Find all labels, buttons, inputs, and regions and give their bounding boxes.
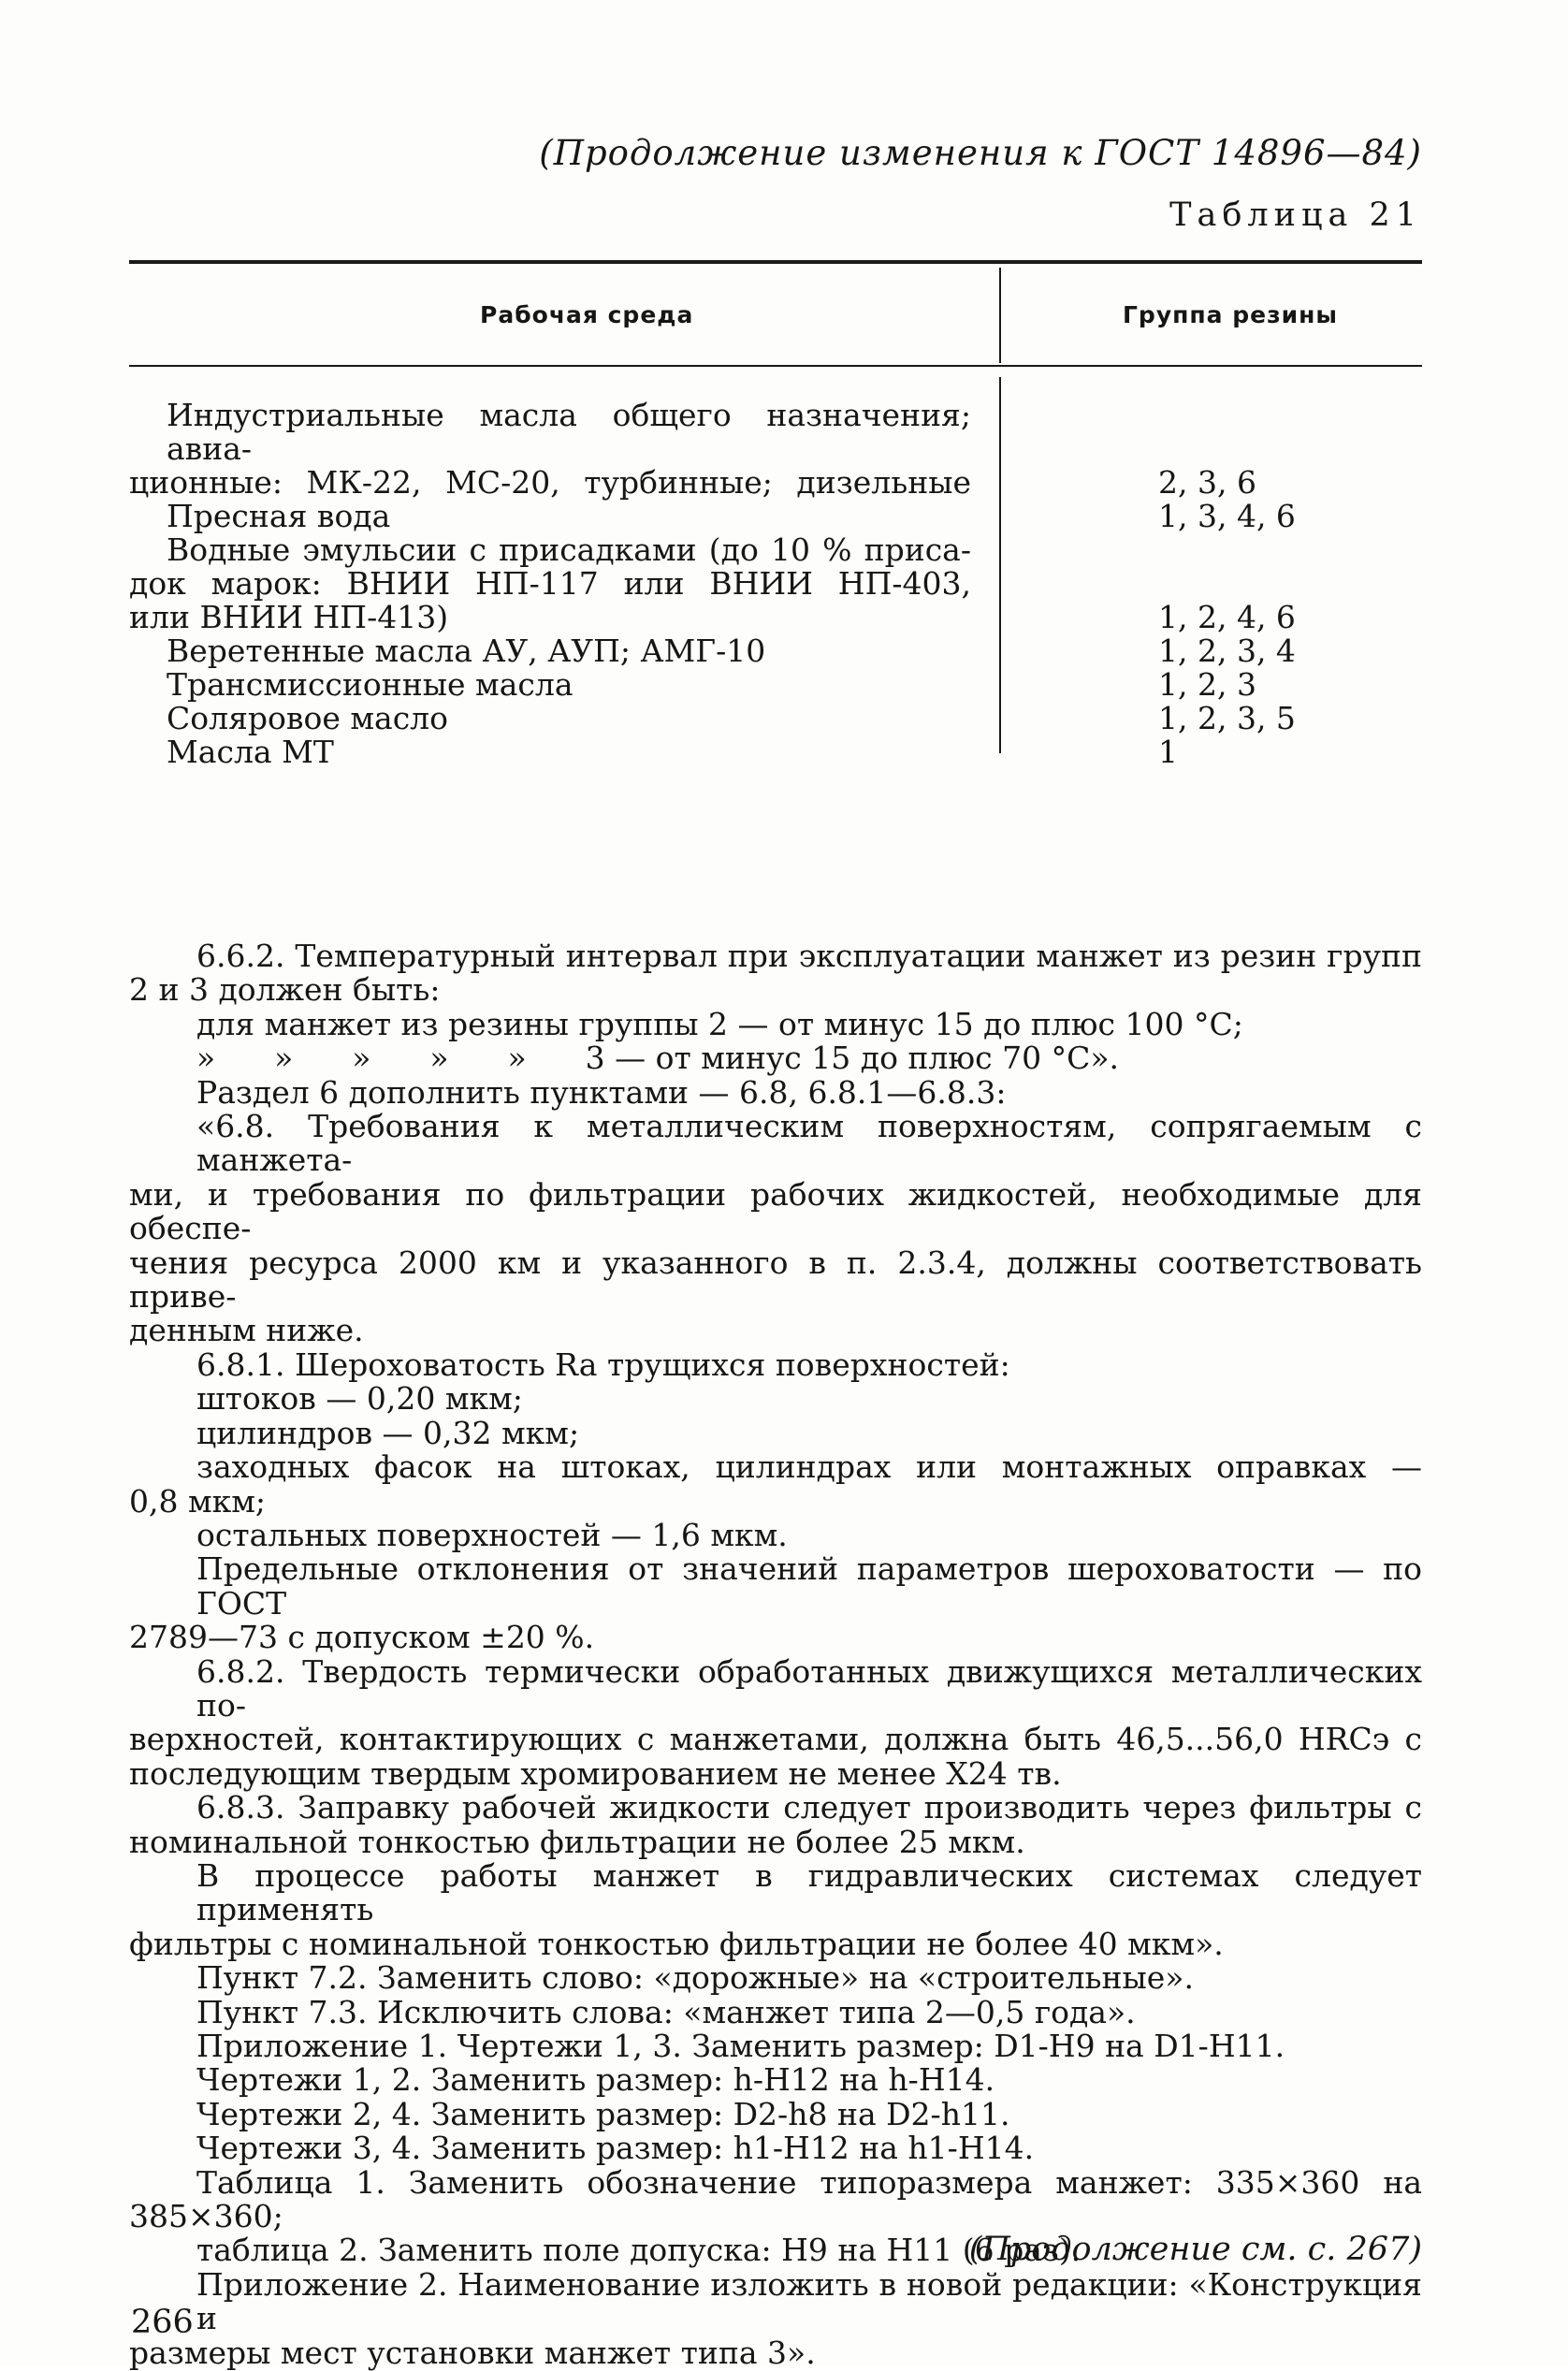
table-header-rule [129,365,1422,367]
cell-medium-line: Пресная вода [167,498,391,534]
table-row [129,634,1422,668]
text-line: Пункт 7.2. Заменить слово: «дорожные» на «строительные». [196,1959,1194,1997]
text-line: последующим твердым хромированием не менее Х24 тв. [129,1754,1062,1792]
table-row [129,399,1422,500]
cell-group: 2, 3, 6 [1158,464,1256,501]
text-line: верхностей, контактирующих с манжетами, должна быть 46,5...56,0 HRCэ с [129,1721,1422,1758]
text-line: Чертежи 2, 4. Заменить размер: D2-h8 на D2-h11. [196,2095,1010,2132]
cell-medium-line: Соляровое масло [167,700,449,736]
column-header-medium: Рабочая среда [480,301,694,328]
text-line: Чертежи 1, 2. Заменить размер: h-H12 на h-H14. [196,2061,995,2099]
text-line: фильтры с номинальной тонкостью фильтрации не более 40 мкм». [129,1925,1224,1962]
text-line: Приложение 2. Наименование изложить в новой редакции: «Конструкция и [196,2265,1422,2337]
page-number: 266 [131,2304,194,2341]
text-line: размеры мест установки манжет типа 3». [129,2334,816,2371]
text-line: Раздел 6 дополнить пунктами — 6.8, 6.8.1—6.8.3: [196,1073,1007,1111]
cell-medium-line: Трансмиссионные масла [167,666,573,703]
text-line: В процессе работы манжет в гидравлических системах следует применять [196,1856,1422,1928]
text-line: 6.8.2. Твердость термически обработанных движущихся металлических по- [196,1652,1422,1724]
cell-medium-line: Масла МТ [167,734,334,770]
cell-medium-line: Индустриальные масла общего назначения; авиа- [167,397,971,467]
text-line: заходных фасок на штоках, цилиндрах или монтажных оправках — [196,1448,1422,1486]
cell-medium-line: или ВНИИ НП-413) [129,599,449,635]
table-row [129,668,1422,702]
text-line: таблица 2. Заменить поле допуска: H9 на H11 (6 раз). [196,2232,1082,2269]
text-line: 6.8.1. Шероховатость Ra трущихся поверхностей: [196,1346,1010,1383]
running-head: (Продолжение изменения к ГОСТ 14896—84) [539,133,1422,173]
cell-medium [129,634,971,668]
text-line: Таблица 1. Заменить обозначение типоразмера манжет: 335×360 на [196,2163,1422,2201]
text-line: Предельные отклонения от значений параметров шероховатости — по ГОСТ [196,1550,1422,1622]
cell-medium [129,500,971,533]
cell-medium [129,668,971,702]
table-row [129,500,1422,533]
text-line: для манжет из резины группы 2 — от минус 15 до плюс 100 °С; [196,1005,1243,1042]
table-caption: Таблица 21 [1169,196,1422,234]
cell-medium [129,702,971,735]
text-line: Приложение 1. Чертежи 1, 3. Заменить размер: D1-H9 на D1-H11. [196,2028,1285,2064]
cell-group: 1, 2, 3, 4 [1158,633,1296,669]
cell-group: 1, 3, 4, 6 [1158,498,1296,534]
text-line: штоков — 0,20 мкм; [196,1380,523,1418]
table-row [129,533,1422,634]
text-line: номинальной тонкостью фильтрации не более 25 мкм. [129,1823,1025,1860]
cell-medium-line: док марок: ВНИИ НП-117 или ВНИИ НП-403, [129,565,971,602]
text-line: 2789—73 с допуском ±20 %. [129,1619,595,1656]
text-line: цилиндров — 0,32 мкм; [196,1414,580,1451]
text-line: 6.6.2. Температурный интервал при эксплуатации манжет из резин групп [196,938,1422,974]
cell-group: 1, 2, 3, 5 [1158,700,1296,736]
text-line: 0,8 мкм; [129,1482,267,1520]
cell-medium [129,533,971,634]
cell-group: 1 [1158,734,1178,770]
cell-medium-line: Водные эмульсии с присадками (до 10 % приса- [167,531,971,568]
continuation-note: (Продолжение см. с. 267) [968,2231,1422,2268]
text-line: 6.8.3. Заправку рабочей жидкости следует производить через фильтры с [196,1789,1422,1826]
text-line: Чертежи 3, 4. Заменить размер: h1-H12 на h1-H14. [196,2130,1035,2167]
amendment-body [129,939,1422,2370]
cell-medium-line: ционные: МК-22, МС-20, турбинные; дизельные [129,464,971,501]
cell-group: 1, 2, 3 [1158,666,1256,703]
cell-medium-line: Веретенные масла АУ, АУП; АМГ-10 [167,633,766,669]
table-row [129,702,1422,735]
table-header-divider [999,268,1001,363]
text-line: 2 и 3 должен быть: [129,971,441,1009]
text-line: денным ниже. [129,1312,364,1349]
text-line: остальных поверхностей — 1,6 мкм. [196,1516,788,1553]
text-line: ми, и требования по фильтрации рабочих жидкостей, необходимые для обеспе- [129,1175,1422,1247]
text-line: » » » » » 3 — от минус 15 до плюс 70 °С». [196,1040,1120,1077]
cell-medium [129,735,971,769]
cell-medium [129,399,971,500]
column-header-group: Группа резины [1123,301,1339,328]
text-line: «6.8. Требования к металлическим поверхностям, сопрягаемым с манжета- [196,1108,1422,1179]
table-body [129,399,1422,769]
table-row [129,735,1422,769]
text-line: чения ресурса 2000 км и указанного в п. 2.3.4, должны соответствовать приве- [129,1244,1422,1316]
cell-group: 1, 2, 4, 6 [1158,599,1296,635]
text-line: Пункт 7.3. Исключить слова: «манжет типа 2—0,5 года». [196,1993,1136,2030]
table-top-rule [129,260,1422,264]
text-line: 385×360; [129,2198,283,2235]
